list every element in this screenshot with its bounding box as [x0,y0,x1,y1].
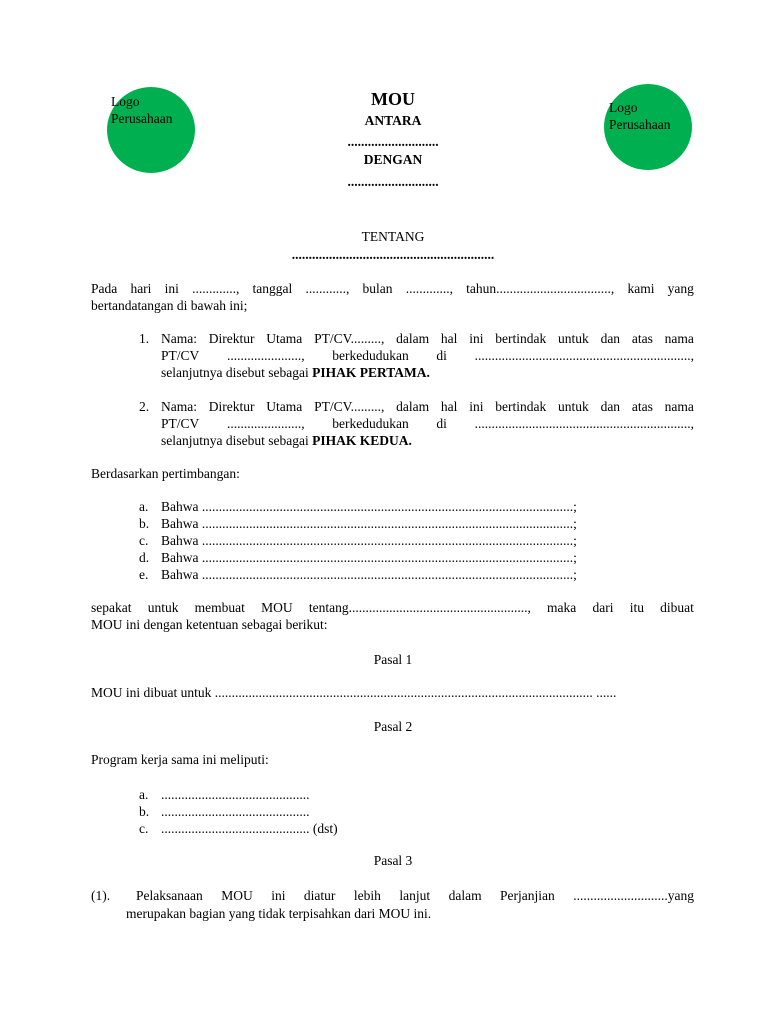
consideration-letter: a. [139,499,149,514]
party-word: ......................, [226,348,305,363]
program-item: ............................................ (dst) [161,821,338,836]
pasal-2-intro: Program kerja sama ini meliputi: [91,752,269,767]
party-1-line-3 [161,365,430,381]
party-two-blank: ........................... [347,174,439,189]
party-word: atas [631,331,653,346]
party-word: Nama: [161,399,197,414]
party-word: dan [600,331,621,346]
intro-word: ............., [192,281,240,296]
intro-word: tanggal [252,281,293,296]
party-2-designation: PIHAK KEDUA. [312,433,412,448]
pasal-3-word: Perjanjian [500,888,555,903]
tentang-label: TENTANG [361,229,425,244]
pasal-3-line-1 [136,888,694,904]
party-1-line-2 [161,348,694,364]
party-word: atas [631,399,653,414]
agreement-word: untuk [147,600,179,615]
party-word: ......................, [226,416,305,431]
party-word: ini [469,331,484,346]
pasal-3-word: lebih [353,888,381,903]
party-word: Direktur [208,399,255,414]
party-2-line-2 [161,416,694,432]
party-word: PT/CV [161,348,200,363]
pasal-3-word: Pelaksanaan [136,888,203,903]
party-word: hal [440,399,458,414]
agreement-word: maka [547,600,577,615]
intro-word: tahun.................................., [466,281,615,296]
consideration-item: Bahwa ..............................................................................................................; [161,550,577,565]
consideration-letter: c. [139,533,149,548]
logo-left-label: Logo Perusahaan [111,94,173,126]
agreement-line-1 [91,600,694,616]
party-word: nama [664,399,694,414]
agreement-word: MOU [261,600,293,615]
pasal-3-word: lanjut [399,888,431,903]
pasal-3-heading: Pasal 3 [373,853,413,868]
agreement-word: itu [629,600,644,615]
program-item: ............................................ [161,804,310,819]
pasal-3-word: dalam [448,888,482,903]
consideration-letter: d. [139,550,150,565]
party-word: PT/CV........., [314,399,385,414]
program-letter: c. [139,821,149,836]
intro-word: ............, [305,281,350,296]
party-word: untuk [558,331,589,346]
agreement-word: dari [592,600,614,615]
dengan-label: DENGAN [363,152,423,167]
pasal-3-clause-number: (1). [91,888,111,903]
intro-word: kami [627,281,655,296]
consideration-item: Bahwa ..............................................................................................................; [161,516,577,531]
consideration-item: Bahwa ..............................................................................................................; [161,533,577,548]
document-title: MOU [371,89,415,109]
pasal-1-text: MOU ini dibuat untuk ................................................................................................................ ...... [91,685,617,700]
considerations-heading: Berdasarkan pertimbangan: [91,466,240,481]
party-1-designation: PIHAK PERTAMA. [312,365,430,380]
program-item: ............................................ [161,787,310,802]
agreement-word: tentang....................................................., [308,600,531,615]
intro-word: hari [130,281,152,296]
party-1-designation-prefix: selanjutnya disebut sebagai [161,365,313,380]
party-word: berkedudukan [332,348,409,363]
pasal-3-line-2: merupakan bagian yang tidak terpisahkan dari MOU ini. [126,906,432,921]
party-word: PT/CV [161,416,200,431]
program-letter: a. [139,787,149,802]
party-word: hal [440,331,458,346]
party-word: Utama [266,331,303,346]
consideration-item: Bahwa ..............................................................................................................; [161,499,577,514]
agreement-word: membuat [194,600,245,615]
party-one-blank: ........................... [347,134,439,149]
pasal-3-word: MOU [221,888,253,903]
tentang-blank: ............................................................ [291,247,495,262]
party-word: di [436,348,447,363]
party-word: Nama: [161,331,197,346]
consideration-letter: b. [139,516,150,531]
program-letter: b. [139,804,150,819]
party-word: nama [664,331,694,346]
consideration-letter: e. [139,567,149,582]
party-word: di [436,416,447,431]
intro-word: ini [164,281,179,296]
party-word: berkedudukan [332,416,409,431]
pasal-3-word: ............................yang [573,888,694,903]
intro-line-1 [91,281,694,297]
consideration-item: Bahwa ..............................................................................................................; [161,567,577,582]
pasal-3-word: ini [271,888,286,903]
agreement-line-2: MOU ini dengan ketentuan sebagai berikut: [91,617,328,632]
pasal-2-heading: Pasal 2 [373,719,413,734]
party-word: ini [469,399,484,414]
party-word: ................................................................, [474,348,694,363]
agreement-word: sepakat [91,600,132,615]
intro-word: Pada [91,281,118,296]
intro-word: yang [667,281,694,296]
intro-word: ............., [405,281,453,296]
party-2-number: 2. [139,399,150,414]
pasal-3-word: diatur [303,888,336,903]
party-word: PT/CV........., [314,331,385,346]
pasal-1-heading: Pasal 1 [373,652,413,667]
party-1-line-1 [161,331,694,347]
party-2-line-1 [161,399,694,415]
party-word: dalam [396,331,430,346]
party-word: bertindak [495,331,547,346]
antara-label: ANTARA [364,113,422,128]
party-word: untuk [558,399,589,414]
party-2-designation-prefix: selanjutnya disebut sebagai [161,433,313,448]
intro-word: bulan [362,281,393,296]
party-word: Utama [266,399,303,414]
party-word: bertindak [495,399,547,414]
party-word: dalam [396,399,430,414]
party-2-line-3 [161,433,412,449]
party-word: dan [600,399,621,414]
agreement-word: dibuat [660,600,694,615]
party-word: ................................................................, [474,416,694,431]
logo-right-label: Logo Perusahaan [609,100,671,132]
party-1-number: 1. [139,331,150,346]
party-word: Direktur [208,331,255,346]
intro-line-2: bertandatangan di bawah ini; [91,298,248,313]
